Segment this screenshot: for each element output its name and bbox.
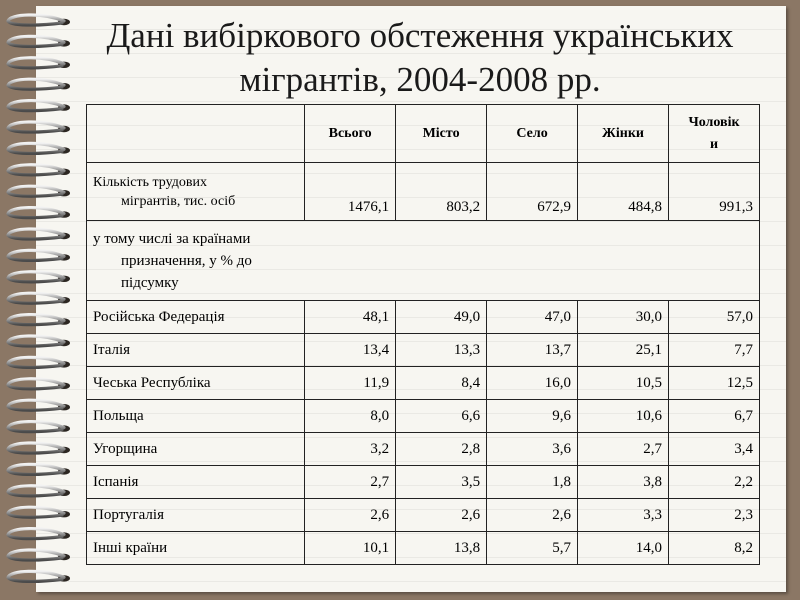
- table-cell: 8,4: [396, 367, 487, 400]
- total-row-label: [87, 163, 305, 221]
- table-cell: 16,0: [487, 367, 578, 400]
- table-cell: 2,2: [669, 466, 760, 499]
- title-line-2: мігрантів, 2004-2008 рр.: [239, 60, 601, 99]
- table-cell: 25,1: [578, 334, 669, 367]
- table-cell: 47,0: [487, 301, 578, 334]
- spiral-ring: [8, 122, 64, 132]
- spiral-ring: [8, 315, 64, 325]
- header-men-line2: и: [709, 136, 719, 152]
- table-row: [87, 367, 760, 400]
- spiral-ring: [8, 101, 64, 111]
- spiral-ring: [8, 443, 64, 453]
- table-row: [87, 532, 760, 565]
- table-cell: 6,7: [669, 400, 760, 433]
- table-cell: 13,3: [396, 334, 487, 367]
- table-cell: 10,5: [578, 367, 669, 400]
- country-name: Польща: [87, 400, 305, 433]
- table-cell: 6,6: [396, 400, 487, 433]
- total-value: 484,8: [578, 163, 669, 221]
- table-cell: 3,5: [396, 466, 487, 499]
- spiral-ring: [8, 464, 64, 474]
- table-row: [87, 301, 760, 334]
- total-value: 803,2: [396, 163, 487, 221]
- spiral-ring: [8, 422, 64, 432]
- table-row-total: [87, 163, 760, 221]
- country-name: Португалія: [87, 499, 305, 532]
- table-row-subheader: [87, 221, 760, 301]
- migrants-table: [86, 104, 760, 565]
- spiral-ring: [8, 336, 64, 346]
- table-cell: 2,8: [396, 433, 487, 466]
- table-cell: 7,7: [669, 334, 760, 367]
- country-name: Угорщина: [87, 433, 305, 466]
- country-name: Іспанія: [87, 466, 305, 499]
- spiral-ring: [8, 293, 64, 303]
- country-name: Італія: [87, 334, 305, 367]
- table-cell: 2,6: [305, 499, 396, 532]
- table-row: [87, 433, 760, 466]
- table-cell: 48,1: [305, 301, 396, 334]
- country-name: Інші країни: [87, 532, 305, 565]
- subheader-cell: [87, 221, 760, 301]
- table-cell: 10,1: [305, 532, 396, 565]
- table-row: [87, 334, 760, 367]
- header-village: Село: [487, 105, 578, 163]
- table-cell: 3,6: [487, 433, 578, 466]
- total-label-line1: Кількість трудових: [93, 174, 207, 190]
- table-row: [87, 400, 760, 433]
- header-men: [669, 105, 760, 163]
- subheader-line1: у тому числі за країнами: [93, 230, 251, 247]
- spiral-ring: [8, 486, 64, 496]
- total-value: 991,3: [669, 163, 760, 221]
- table-cell: 11,9: [305, 367, 396, 400]
- spiral-ring: [8, 550, 64, 560]
- spiral-ring: [8, 186, 64, 196]
- spiral-ring: [8, 143, 64, 153]
- table-header-row: [87, 105, 760, 163]
- table-cell: 9,6: [487, 400, 578, 433]
- spiral-ring: [8, 208, 64, 218]
- spiral-ring: [8, 529, 64, 539]
- header-men-line1: Чоловік: [688, 114, 740, 130]
- total-value: 1476,1: [305, 163, 396, 221]
- spiral-ring: [8, 250, 64, 260]
- table-cell: 13,4: [305, 334, 396, 367]
- table-cell: 3,3: [578, 499, 669, 532]
- spiral-ring: [8, 229, 64, 239]
- spiral-ring: [8, 379, 64, 389]
- table-cell: 1,8: [487, 466, 578, 499]
- header-city: Місто: [396, 105, 487, 163]
- table-cell: 12,5: [669, 367, 760, 400]
- total-value: 672,9: [487, 163, 578, 221]
- spiral-ring: [8, 357, 64, 367]
- title-line-1: Дані вибіркового обстеження українських: [106, 16, 734, 55]
- table-cell: 3,2: [305, 433, 396, 466]
- spiral-ring: [8, 571, 64, 581]
- table-cell: 5,7: [487, 532, 578, 565]
- total-label-line2: мігрантів, тис. осіб: [121, 193, 236, 209]
- spiral-ring: [8, 507, 64, 517]
- table-cell: 30,0: [578, 301, 669, 334]
- table-cell: 3,8: [578, 466, 669, 499]
- header-women: Жінки: [578, 105, 669, 163]
- table-cell: 2,6: [396, 499, 487, 532]
- table-cell: 2,6: [487, 499, 578, 532]
- header-empty-cell: [87, 105, 305, 163]
- table-cell: 10,6: [578, 400, 669, 433]
- page-title: [40, 14, 800, 102]
- table-cell: 14,0: [578, 532, 669, 565]
- subheader-line2: призначення, у % до: [121, 252, 252, 269]
- table-cell: 57,0: [669, 301, 760, 334]
- country-name: Чеська Республіка: [87, 367, 305, 400]
- table-cell: 3,4: [669, 433, 760, 466]
- table-cell: 13,7: [487, 334, 578, 367]
- spiral-ring: [8, 165, 64, 175]
- spiral-ring: [8, 272, 64, 282]
- table-cell: 8,0: [305, 400, 396, 433]
- table-cell: 2,3: [669, 499, 760, 532]
- table-cell: 2,7: [578, 433, 669, 466]
- table-cell: 13,8: [396, 532, 487, 565]
- table-row: [87, 499, 760, 532]
- table-cell: 49,0: [396, 301, 487, 334]
- spiral-ring: [8, 400, 64, 410]
- table-cell: 2,7: [305, 466, 396, 499]
- table-row: [87, 466, 760, 499]
- header-total: Всього: [305, 105, 396, 163]
- table-cell: 8,2: [669, 532, 760, 565]
- subheader-line3: підсумку: [121, 274, 179, 291]
- country-name: Російська Федерація: [87, 301, 305, 334]
